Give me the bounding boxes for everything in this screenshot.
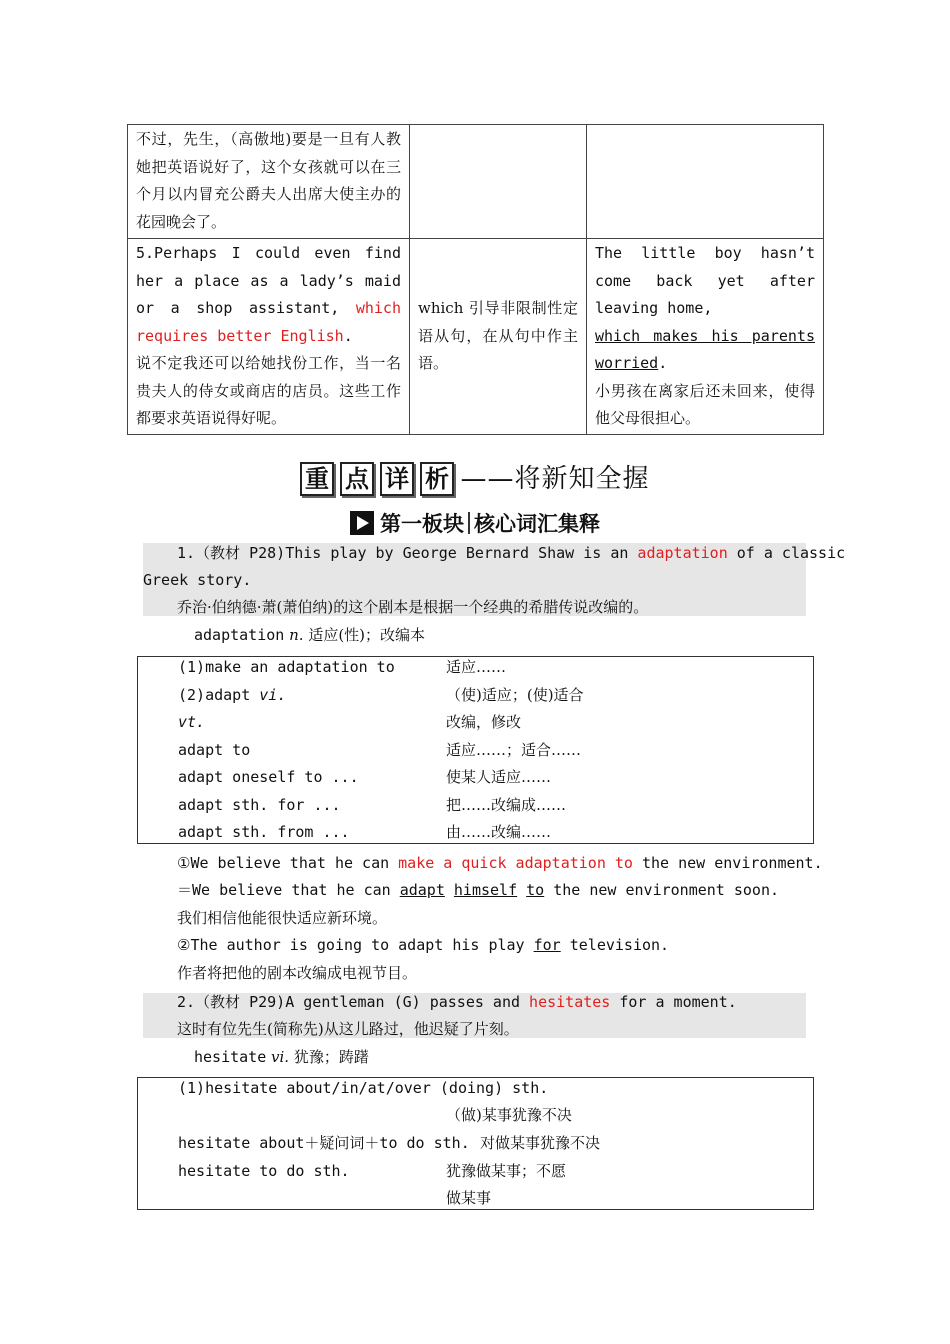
table-cell-translation: 不过，先生，（高傲地)要是一旦有人教她把英语说好了，这个女孩就可以在三个月以内冒充公爵夫人出席大使主办的花园晚会了。 bbox=[128, 125, 410, 239]
table-cell-example bbox=[587, 125, 824, 239]
vocab-box-adapt bbox=[137, 656, 814, 844]
phrase-meaning: 犹豫做某事；不愿 bbox=[446, 1162, 567, 1180]
example-underlined-clause: which makes his parents worried bbox=[595, 326, 815, 372]
phrase-meaning: 把……改编成…… bbox=[446, 796, 567, 814]
fill-blank: adapt bbox=[399, 881, 445, 899]
item1-translation: 乔治·伯纳德·萧(萧伯纳)的这个剧本是根据一个经典的希腊传说改编的。 bbox=[177, 598, 649, 616]
example-text: ＝We believe that he can bbox=[177, 881, 400, 899]
phrase-meaning: 适应……；适合…… bbox=[446, 741, 582, 759]
space bbox=[517, 881, 526, 899]
vocab-box-hesitate bbox=[137, 1077, 814, 1210]
example-text-end: the new environment. bbox=[632, 854, 823, 872]
phrase-meaning: 使某人适应…… bbox=[446, 768, 552, 786]
phrase: adapt sth. for ... bbox=[178, 796, 341, 814]
heading-char: 详 bbox=[380, 462, 414, 496]
grammar-analysis-table bbox=[127, 124, 824, 435]
item2-text: 2.（教材 P29)A gentleman (G) passes and bbox=[177, 993, 530, 1011]
phrase-meaning: （做)某事犹豫不决 bbox=[446, 1106, 572, 1124]
play-icon bbox=[350, 511, 374, 535]
phrase-meaning: （使)适应；(使)适合 bbox=[446, 686, 584, 704]
table-row bbox=[128, 239, 824, 435]
example-text-end: the new environment soon. bbox=[544, 881, 780, 899]
phrase-meaning: 对做某事犹豫不决 bbox=[480, 1134, 601, 1152]
example-text: ②The author is going to adapt his play bbox=[177, 936, 534, 954]
part-of-speech: vt. bbox=[178, 713, 206, 731]
phrase-meaning: 改编，修改 bbox=[446, 713, 522, 731]
phrase: (1)make an adaptation to bbox=[178, 658, 395, 676]
phrase bbox=[178, 709, 205, 737]
item2-translation: 这时有位先生(简称先)从这儿路过，他迟疑了片刻。 bbox=[177, 1020, 519, 1038]
example-sentence-3 bbox=[177, 932, 669, 960]
block-title-part2: 核心词汇集释 bbox=[474, 512, 600, 536]
space bbox=[445, 881, 454, 899]
part-of-speech: n. bbox=[289, 626, 304, 644]
item1-text-b: of a classic bbox=[727, 544, 846, 562]
fill-blank: to bbox=[526, 881, 545, 899]
example-highlight: make a quick adaptation to bbox=[398, 854, 633, 872]
phrase-meaning: 做某事 bbox=[446, 1189, 492, 1207]
item2-text-b: for a moment. bbox=[610, 993, 737, 1011]
block-heading bbox=[0, 508, 950, 538]
headword: hesitate bbox=[194, 1048, 267, 1066]
fill-blank: for bbox=[533, 936, 561, 954]
word-entry-adaptation bbox=[194, 622, 425, 650]
part-of-speech: vi. bbox=[271, 1048, 290, 1066]
table-row bbox=[128, 125, 824, 239]
sentence-translation: 说不定我还可以给她找份工作，当一名贵夫人的侍女或商店的店员。这些工作都要求英语说得好呢。 bbox=[136, 354, 401, 427]
item1-text: 1.（教材 P28)This play by George Bernard Shaw is an bbox=[177, 544, 638, 562]
table-cell-example bbox=[587, 239, 824, 435]
example-sentence-2 bbox=[177, 877, 779, 905]
phrase: hesitate about＋疑问词＋to do sth. bbox=[178, 1134, 470, 1152]
phrase: adapt oneself to ... bbox=[178, 768, 359, 786]
word-meaning: 犹豫；踌躇 bbox=[293, 1048, 369, 1066]
example-translation: 作者将把他的剧本改编成电视节目。 bbox=[177, 964, 418, 982]
heading-subtitle: ——将新知全握 bbox=[460, 464, 650, 494]
item2-sentence bbox=[177, 989, 737, 1017]
divider bbox=[468, 512, 470, 534]
sentence-end: . bbox=[343, 326, 353, 345]
heading-char: 析 bbox=[420, 462, 454, 496]
heading-char: 点 bbox=[340, 462, 374, 496]
phrase-meaning: 由……改编…… bbox=[446, 823, 552, 841]
phrase-text: (2)adapt bbox=[178, 686, 251, 704]
example-text: The little boy hasn’t come back yet after leaving home, bbox=[595, 244, 815, 317]
word-entry-hesitate bbox=[194, 1044, 369, 1072]
phrase bbox=[178, 682, 286, 710]
phrase: adapt to bbox=[178, 741, 251, 759]
sentence-text: 5.Perhaps I could even find her a place as a lady’s maid or a shop assistant, bbox=[136, 244, 401, 317]
example-sentence-1 bbox=[177, 850, 823, 878]
example-translation: 我们相信他能很快适应新环境。 bbox=[177, 909, 388, 927]
fill-blank: himself bbox=[453, 881, 518, 899]
item1-keyword: adaptation bbox=[637, 544, 728, 562]
phrase: adapt sth. from ... bbox=[178, 823, 350, 841]
table-cell-sentence bbox=[128, 239, 410, 435]
part-of-speech: vi. bbox=[259, 686, 287, 704]
table-cell-analysis: which 引导非限制性定语从句，在从句中作主语。 bbox=[410, 239, 587, 435]
example-translation: 小男孩在离家后还未回来，使得他父母很担心。 bbox=[595, 381, 815, 427]
block-title-part1: 第一板块 bbox=[380, 512, 464, 536]
word-meaning: 适应(性)；改编本 bbox=[308, 626, 426, 644]
phrase-meaning: 适应…… bbox=[446, 658, 507, 676]
item1-sentence-cont: Greek story. bbox=[143, 571, 252, 589]
example-text: ①We believe that he can bbox=[177, 854, 399, 872]
headword: adaptation bbox=[194, 626, 285, 644]
phrase: (1)hesitate about/in/at/over (doing) sth. bbox=[178, 1079, 549, 1097]
section-heading bbox=[0, 458, 950, 496]
example-text-end: television. bbox=[560, 936, 670, 954]
phrase: hesitate to do sth. bbox=[178, 1162, 350, 1180]
item2-keyword: hesitates bbox=[529, 993, 611, 1011]
heading-char: 重 bbox=[300, 462, 334, 496]
table-cell-analysis bbox=[410, 125, 587, 239]
example-end: . bbox=[658, 354, 668, 372]
item1-sentence bbox=[177, 540, 845, 568]
highlight-clause: which requires better English bbox=[136, 299, 401, 345]
